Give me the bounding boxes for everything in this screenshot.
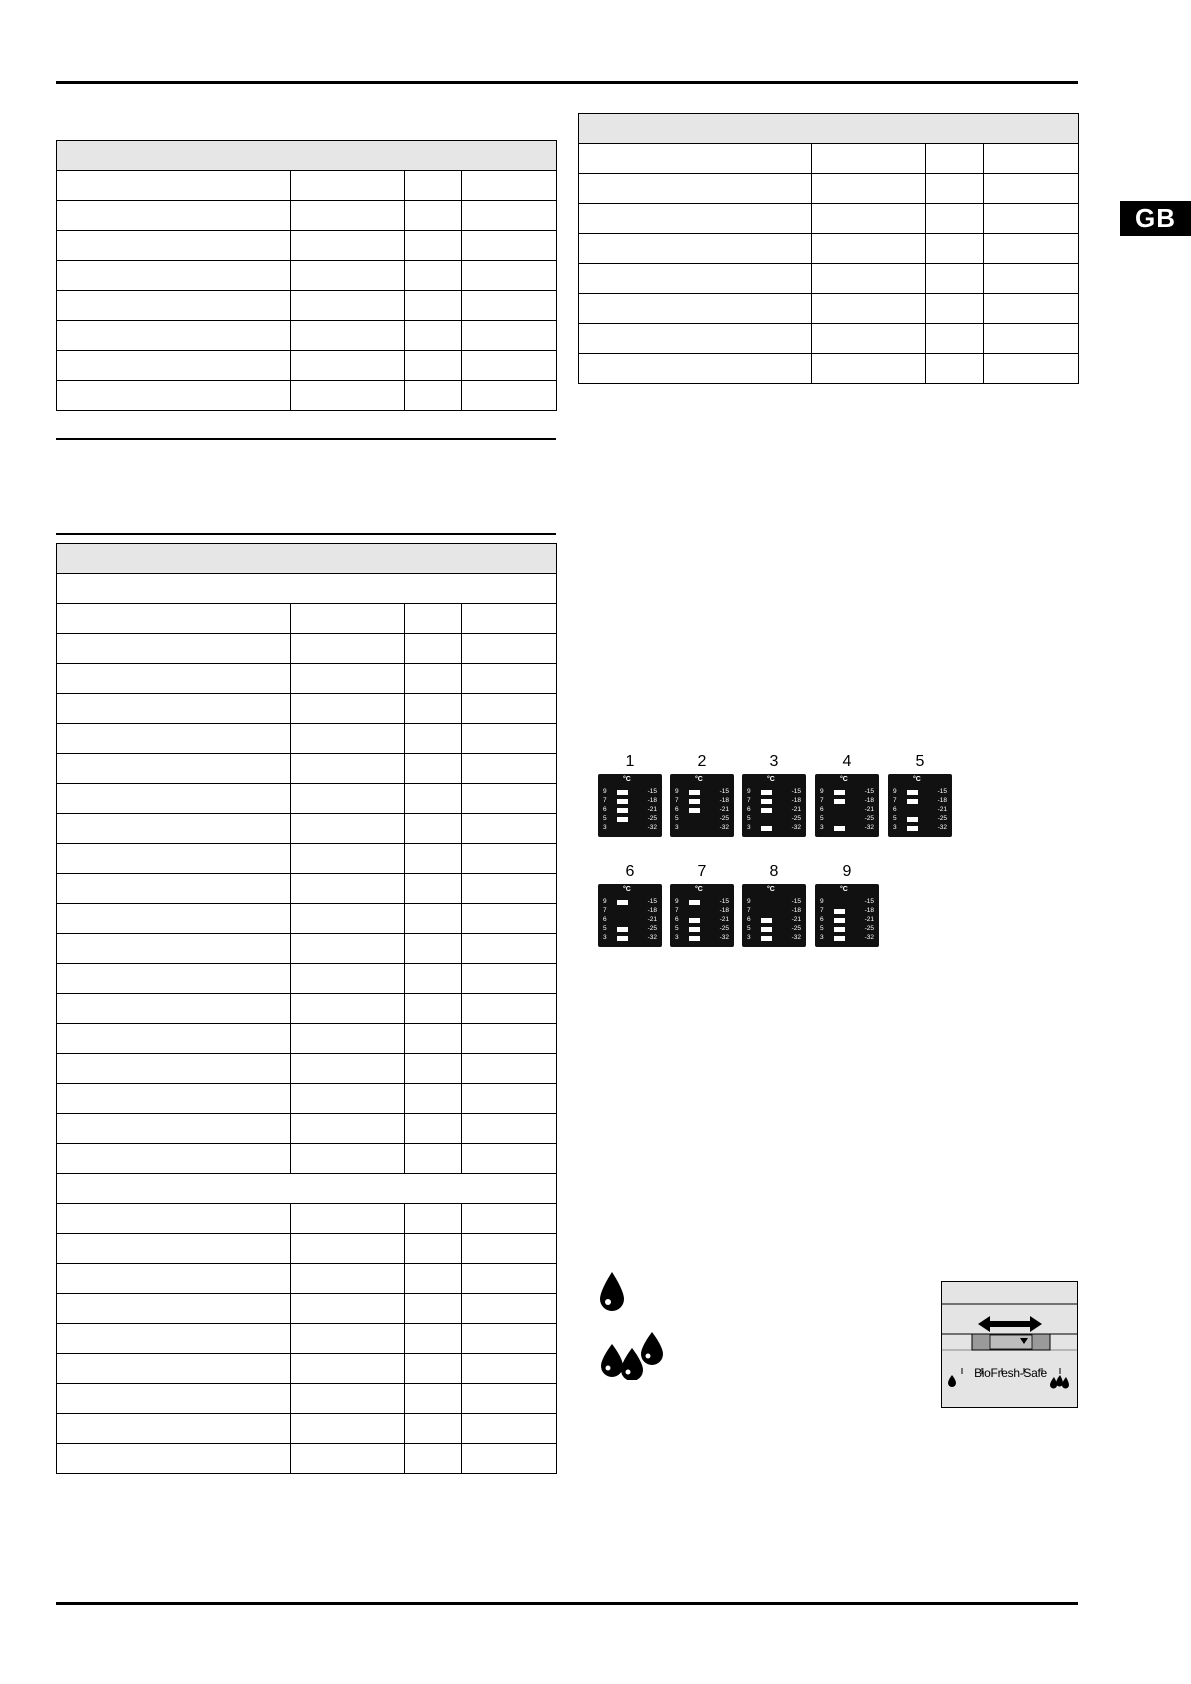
segment-bar — [761, 808, 772, 813]
scale-right-label: -18 — [719, 797, 729, 804]
segment-bar — [834, 936, 845, 941]
table-row — [57, 934, 557, 964]
scale-right-label: -25 — [864, 925, 874, 932]
scale-right-label: -15 — [719, 898, 729, 905]
scale-left-label: 5 — [675, 925, 679, 932]
scale-left-label: 6 — [675, 806, 679, 813]
table-row — [579, 294, 1079, 324]
scale-left-label: 3 — [820, 824, 824, 831]
scale-left-label: 5 — [893, 815, 897, 822]
segment-bar — [761, 936, 772, 941]
scale-left-label: 9 — [603, 898, 607, 905]
table-row — [57, 1114, 557, 1144]
scale-left-label: 7 — [747, 797, 751, 804]
scale-right-label: -32 — [719, 824, 729, 831]
display-screen — [598, 774, 662, 837]
scale-left-label: 7 — [747, 907, 751, 914]
biofresh-slider-graphic — [942, 1282, 1078, 1408]
table-row — [579, 204, 1079, 234]
table-row — [57, 1414, 557, 1444]
table-row — [57, 1144, 557, 1174]
scale-right-label: -25 — [647, 925, 657, 932]
segment-bar — [617, 900, 628, 905]
single-drop-icon — [597, 1270, 627, 1314]
display-panel-number: 9 — [842, 863, 852, 880]
scale-right-label: -25 — [791, 925, 801, 932]
segment-bar — [761, 918, 772, 923]
table-row — [57, 291, 557, 321]
segment-bar — [834, 918, 845, 923]
scale-right-label: -15 — [864, 788, 874, 795]
scale-left-label: 6 — [820, 806, 824, 813]
scale-right-label: -21 — [719, 806, 729, 813]
scale-right-label: -32 — [791, 934, 801, 941]
table-row — [57, 634, 557, 664]
table-row — [57, 381, 557, 411]
table-row — [57, 904, 557, 934]
display-screen — [888, 774, 952, 837]
scale-right-label: -15 — [647, 788, 657, 795]
scale-left-label: 9 — [820, 788, 824, 795]
segment-bar — [907, 826, 918, 831]
display-screen — [815, 884, 879, 947]
segment-bar — [761, 826, 772, 831]
unit-label: °C — [767, 776, 775, 783]
scale-left-label: 7 — [820, 797, 824, 804]
scale-right-label: -25 — [719, 815, 729, 822]
segment-bar — [617, 799, 628, 804]
scale-left-label: 7 — [675, 797, 679, 804]
unit-label: °C — [695, 776, 703, 783]
scale-right-label: -32 — [864, 824, 874, 831]
scale-left-label: 5 — [820, 925, 824, 932]
scale-right-label: -32 — [647, 824, 657, 831]
segment-bar — [617, 817, 628, 822]
biofresh-label: BioFresh-Safe — [974, 1366, 1047, 1380]
table-row — [57, 261, 557, 291]
scale-right-label: -21 — [647, 806, 657, 813]
table-row — [57, 994, 557, 1024]
unit-label: °C — [623, 776, 631, 783]
scale-left-label: 5 — [603, 925, 607, 932]
unit-label: °C — [840, 886, 848, 893]
scale-left-label: 5 — [747, 925, 751, 932]
table-subheader-row — [57, 1174, 557, 1204]
scale-right-label: -25 — [864, 815, 874, 822]
table-row — [57, 724, 557, 754]
language-tab: GB — [1120, 201, 1191, 236]
scale-right-label: -21 — [791, 916, 801, 923]
segment-bar — [834, 799, 845, 804]
table-row — [57, 784, 557, 814]
unit-label: °C — [913, 776, 921, 783]
scale-left-label: 9 — [603, 788, 607, 795]
table-row — [579, 174, 1079, 204]
table-row — [57, 231, 557, 261]
scale-right-label: -32 — [647, 934, 657, 941]
unit-label: °C — [840, 776, 848, 783]
table-row — [57, 1354, 557, 1384]
segment-bar — [617, 808, 628, 813]
table-row — [57, 1324, 557, 1354]
display-panel-number: 7 — [697, 863, 707, 880]
table-header-row — [57, 141, 557, 171]
table-row — [579, 324, 1079, 354]
table-row — [57, 1444, 557, 1474]
scale-left-label: 3 — [820, 934, 824, 941]
scale-right-label: -18 — [647, 907, 657, 914]
scale-right-label: -15 — [864, 898, 874, 905]
table-subheader-row — [57, 574, 557, 604]
scale-right-label: -15 — [791, 898, 801, 905]
segment-bar — [907, 799, 918, 804]
scale-right-label: -25 — [647, 815, 657, 822]
table-row — [57, 1024, 557, 1054]
display-panel-number: 3 — [769, 753, 779, 770]
table-row — [57, 1204, 557, 1234]
scale-right-label: -21 — [719, 916, 729, 923]
segment-bar — [761, 927, 772, 932]
scale-left-label: 7 — [603, 797, 607, 804]
scale-left-label: 9 — [675, 788, 679, 795]
scale-right-label: -25 — [937, 815, 947, 822]
section-divider-1 — [56, 438, 556, 440]
scale-right-label: -21 — [864, 916, 874, 923]
table-row — [57, 874, 557, 904]
table-header-row — [57, 544, 557, 574]
scale-left-label: 9 — [675, 898, 679, 905]
scale-right-label: -25 — [791, 815, 801, 822]
scale-left-label: 6 — [675, 916, 679, 923]
scale-left-label: 7 — [893, 797, 897, 804]
segment-bar — [834, 909, 845, 914]
scale-right-label: -18 — [647, 797, 657, 804]
scale-left-label: 9 — [820, 898, 824, 905]
table-row — [579, 144, 1079, 174]
scale-left-label: 3 — [675, 824, 679, 831]
table-row — [57, 351, 557, 381]
display-panel-number: 1 — [625, 753, 635, 770]
table-row — [57, 604, 557, 634]
scale-right-label: -21 — [647, 916, 657, 923]
table-right-top — [578, 113, 1079, 384]
table-row — [57, 964, 557, 994]
table-row — [57, 814, 557, 844]
table-row — [57, 1294, 557, 1324]
table-left-long — [56, 543, 557, 1474]
segment-bar — [689, 808, 700, 813]
table-row — [579, 234, 1079, 264]
display-screen — [670, 884, 734, 947]
bottom-rule — [56, 1602, 1078, 1605]
table-row — [57, 1054, 557, 1084]
display-screen — [598, 884, 662, 947]
segment-bar — [689, 799, 700, 804]
scale-right-label: -18 — [791, 797, 801, 804]
segment-bar — [834, 790, 845, 795]
unit-label: °C — [623, 886, 631, 893]
scale-left-label: 3 — [675, 934, 679, 941]
scale-right-label: -18 — [719, 907, 729, 914]
segment-bar — [907, 790, 918, 795]
table-row — [57, 1084, 557, 1114]
scale-right-label: -18 — [864, 907, 874, 914]
scale-left-label: 9 — [747, 898, 751, 905]
unit-label: °C — [695, 886, 703, 893]
segment-bar — [907, 817, 918, 822]
segment-bar — [617, 790, 628, 795]
table-row — [579, 354, 1079, 384]
segment-bar — [689, 790, 700, 795]
scale-left-label: 6 — [603, 916, 607, 923]
display-panel-number: 4 — [842, 753, 852, 770]
scale-right-label: -25 — [719, 925, 729, 932]
scale-left-label: 7 — [820, 907, 824, 914]
biofresh-control-illustration — [941, 1281, 1078, 1408]
segment-bar — [689, 927, 700, 932]
scale-left-label: 3 — [893, 824, 897, 831]
top-rule — [56, 81, 1078, 84]
scale-right-label: -15 — [719, 788, 729, 795]
scale-right-label: -21 — [864, 806, 874, 813]
table-row — [57, 321, 557, 351]
scale-right-label: -32 — [937, 824, 947, 831]
scale-left-label: 7 — [675, 907, 679, 914]
segment-bar — [761, 799, 772, 804]
scale-left-label: 9 — [893, 788, 897, 795]
segment-bar — [617, 927, 628, 932]
scale-left-label: 3 — [747, 824, 751, 831]
table-header-row — [579, 114, 1079, 144]
scale-left-label: 6 — [603, 806, 607, 813]
segment-bar — [689, 900, 700, 905]
segment-bar — [834, 927, 845, 932]
scale-left-label: 6 — [893, 806, 897, 813]
table-left-top — [56, 140, 557, 411]
scale-left-label: 3 — [603, 824, 607, 831]
table-row — [57, 844, 557, 874]
unit-label: °C — [767, 886, 775, 893]
scale-left-label: 6 — [747, 916, 751, 923]
display-screen — [742, 774, 806, 837]
table-row — [57, 1264, 557, 1294]
scale-right-label: -32 — [719, 934, 729, 941]
scale-right-label: -15 — [937, 788, 947, 795]
table-row — [57, 171, 557, 201]
scale-left-label: 9 — [747, 788, 751, 795]
table-row — [57, 1384, 557, 1414]
scale-left-label: 5 — [747, 815, 751, 822]
scale-right-label: -32 — [791, 824, 801, 831]
scale-left-label: 3 — [603, 934, 607, 941]
table-row — [57, 754, 557, 784]
scale-left-label: 6 — [747, 806, 751, 813]
scale-left-label: 3 — [747, 934, 751, 941]
table-row — [57, 694, 557, 724]
display-screen — [670, 774, 734, 837]
table-row — [57, 664, 557, 694]
table-row — [579, 264, 1079, 294]
triple-drop-icon — [598, 1330, 666, 1380]
table-row — [57, 201, 557, 231]
scale-right-label: -32 — [864, 934, 874, 941]
segment-bar — [834, 826, 845, 831]
scale-right-label: -18 — [937, 797, 947, 804]
scale-right-label: -21 — [791, 806, 801, 813]
table-row — [57, 1234, 557, 1264]
scale-left-label: 5 — [675, 815, 679, 822]
scale-right-label: -15 — [647, 898, 657, 905]
display-panel-number: 8 — [769, 863, 779, 880]
scale-right-label: -18 — [864, 797, 874, 804]
display-screen — [815, 774, 879, 837]
segment-bar — [689, 918, 700, 923]
scale-left-label: 5 — [820, 815, 824, 822]
scale-right-label: -18 — [791, 907, 801, 914]
scale-right-label: -15 — [791, 788, 801, 795]
scale-right-label: -21 — [937, 806, 947, 813]
display-panel-number: 5 — [915, 753, 925, 770]
scale-left-label: 5 — [603, 815, 607, 822]
display-panel-number: 6 — [625, 863, 635, 880]
scale-left-label: 6 — [820, 916, 824, 923]
segment-bar — [689, 936, 700, 941]
scale-left-label: 7 — [603, 907, 607, 914]
display-screen — [742, 884, 806, 947]
segment-bar — [761, 790, 772, 795]
segment-bar — [617, 936, 628, 941]
section-divider-2 — [56, 533, 556, 535]
display-panel-number: 2 — [697, 753, 707, 770]
